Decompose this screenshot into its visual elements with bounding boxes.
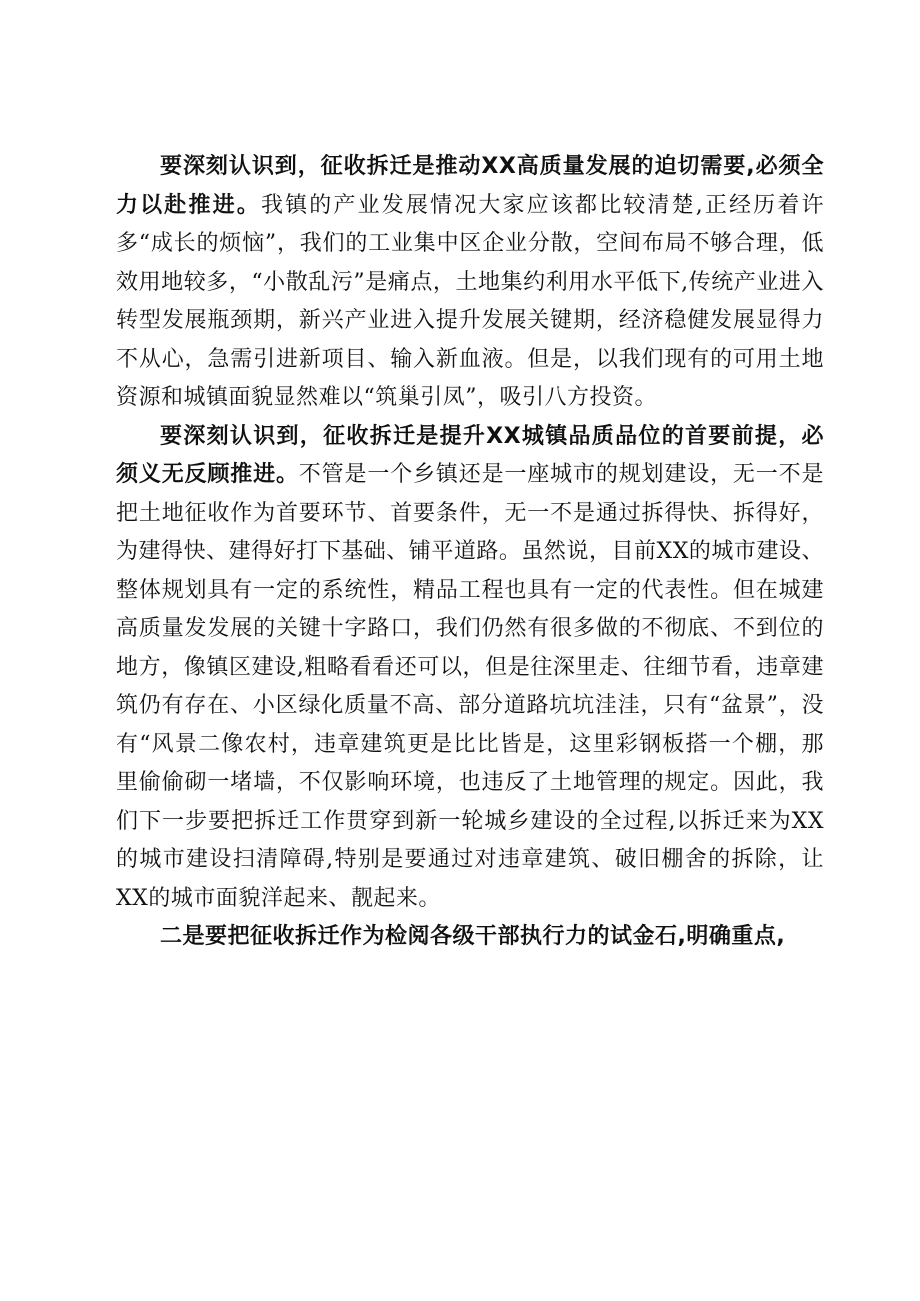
paragraph-1 [116, 148, 824, 418]
paragraph-2-heading: 要深刻认识到，征收拆迁是提升XX城镇品质品位的首要前提，必须义无反顾推进。 [116, 423, 824, 487]
paragraph-2-text: 不管是一个乡镇还是一座城市的规划建设，无一不是把土地征收作为首要环节、首要条件，无一不是通过拆得快、拆得好，为建得快、建得好打下基础、铺平道路。虽然说，目前XX的城市建设、整体规划具有一定的系统性，精品工程也具有一定的代表性。但在城建高质量发发展的关键十字路口，我们仍然有很多做的不彻底、不到位的地方，像镇区建设,粗略看看还可以，但是往深里走、往细节看，违章建筑仍有存在、小区绿化质量不高、部分道路坑坑洼洼，只有“盆景”，没有“风景二像农村，违章建筑更是比比皆是，这里彩钢板搭一个棚，那里偷偷砌一堵墙，不仅影响环境，也违反了土地管理的规定。因此，我们下一步要把拆迁工作贯穿到新一轮城乡建设的全过程,以拆迁来为XX的城市建设扫清障碍,特别是要通过对违章建筑、破旧棚舍的拆除，让XX的城市面貌洋起来、靓起来。 [116, 462, 824, 911]
paragraph-1-text: 我镇的产业发展情况大家应该都比较清楚,正经历着许多“成长的烦恼”，我们的工业集中区企业分散，空间布局不够合理，低效用地较多，“小散乱污”是痛点，土地集约利用水平低下,传统产业进入转型发展瓶颈期，新兴产业进入提升发展关键期，经济稳健发展显得力不从心，急需引进新项目、输入新血液。但是，以我们现有的可用土地资源和城镇面貌显然难以“筑巢引凤”，吸引八方投资。 [116, 192, 824, 410]
paragraph-2 [116, 418, 824, 919]
paragraph-3-heading: 二是要把征收拆迁作为检阅各级干部执行力的试金石,明确重点, [160, 924, 786, 949]
document-body [116, 148, 824, 957]
paragraph-3 [116, 918, 824, 957]
paragraph-1-heading: 要深刻认识到，征收拆迁是推动XX高质量发展的迫切需要,必须全力以赴推进。 [116, 154, 824, 218]
